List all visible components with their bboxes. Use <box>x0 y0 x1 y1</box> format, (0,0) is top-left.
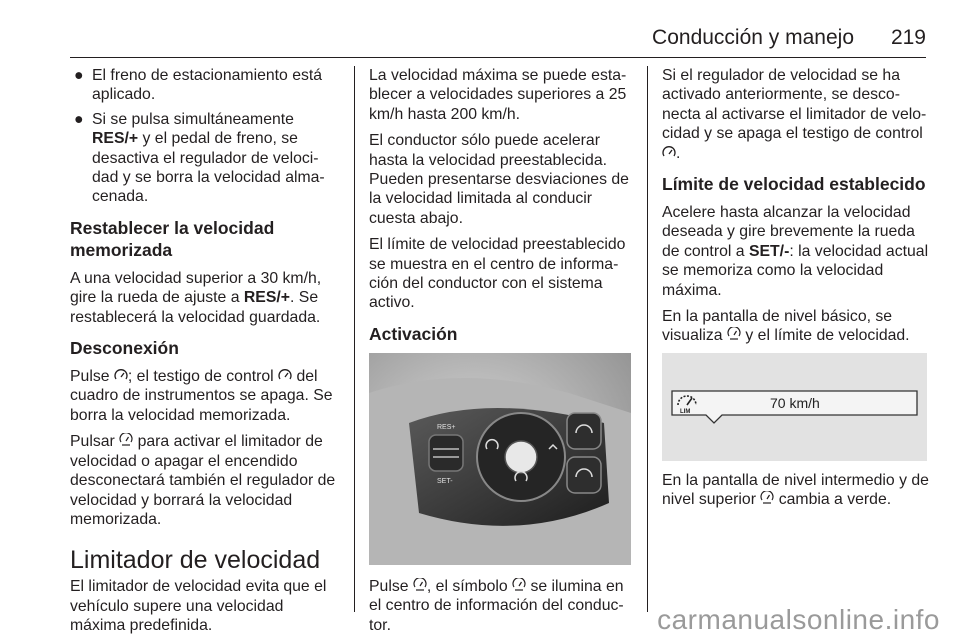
speed-limiter-icon <box>119 432 133 451</box>
bold-term: SET/- <box>748 242 790 260</box>
paragraph <box>662 307 930 346</box>
text: Acelere hasta alcanzar la velocidad deseada y gire brevemente la rueda de control a <box>662 204 915 260</box>
text: Pulse <box>369 577 409 595</box>
paragraph: El conductor sólo puede acelerar hasta la velocidad preestablecida. Pueden presentarse desviaciones de la velocidad limitada al conducir cuesta abajo. <box>369 132 629 227</box>
heading-restore-speed: Restablecer la velocidad memorizada <box>70 217 275 260</box>
text: . Se restablecerá la velocidad guardada. <box>70 289 321 326</box>
bullet-item <box>70 66 342 105</box>
text: Si el regulador de velocidad se ha activado anteriormente, se desco-necta al activarse el limitador de velo-cidad y se apaga el testigo de control <box>662 67 927 143</box>
res-label: RES+ <box>437 423 456 431</box>
instrument-display-image <box>662 353 927 461</box>
paragraph <box>70 269 342 327</box>
cruise-control-icon <box>114 367 128 386</box>
text: Pulsar <box>70 433 115 451</box>
bullet-dot: ● <box>74 67 84 84</box>
text: para activar el limitador de velocidad o apagar el encendido desconectará también el regulador de velocidad y borrará la velocidad memorizada. <box>70 433 336 528</box>
text: , el símbolo <box>426 577 508 595</box>
speed-limiter-icon <box>413 577 427 596</box>
text: . <box>676 144 681 162</box>
page-number: 219 <box>890 26 926 49</box>
paragraph <box>369 577 634 635</box>
bold-term: RES/+ <box>243 289 290 307</box>
column-3 <box>662 66 930 517</box>
display-speed-value: 70 km/h <box>770 394 820 411</box>
speed-limiter-icon <box>760 490 774 509</box>
header-rule <box>70 57 926 58</box>
text: cambia a verde. <box>778 491 892 509</box>
heading-limit-set: Límite de velocidad establecido <box>662 174 926 195</box>
text: se ilumina en el centro de información del conduc-tor. <box>369 577 624 634</box>
lim-label: LIM <box>680 408 691 415</box>
set-label: SET- <box>437 477 453 485</box>
paragraph <box>662 203 930 300</box>
paragraph: El limitador de velocidad evita que el vehículo supere una velocidad máxima predefinida. <box>70 578 327 635</box>
cruise-control-icon <box>278 367 292 386</box>
bullet-dot: ● <box>74 110 84 128</box>
paragraph: La velocidad máxima se puede esta-blecer a velocidades superiores a 25 km/h hasta 200 km/h. <box>369 67 627 123</box>
bold-term: RES/+ <box>92 130 139 148</box>
heading-speed-limiter: Limitador de velocidad <box>70 546 321 575</box>
heading-deactivation: Desconexión <box>70 338 179 359</box>
paragraph <box>662 471 930 510</box>
watermark-link[interactable]: carmanualsonline.info <box>657 604 940 635</box>
column-divider-2 <box>647 66 648 612</box>
paragraph <box>662 66 930 163</box>
bullet-text: y el pedal de freno, se desactiva el regulador de veloci-dad y se borra la velocidad alma-cenada. <box>92 130 325 206</box>
text: En la pantalla de nivel intermedio y de nivel superior <box>662 471 929 509</box>
text: Pulse <box>70 368 110 386</box>
text: del cuadro de instrumentos se apaga. Se borra la velocidad memorizada. <box>70 368 333 424</box>
paragraph <box>70 367 342 425</box>
text: : la velocidad actual se memoriza como la velocidad máxima. <box>662 242 929 299</box>
bullet-text: El freno de estacionamiento está aplicado. <box>92 67 323 104</box>
paragraph: El límite de velocidad preestablecido se muestra en el centro de informa-ción del conductor con el sistema activo. <box>369 236 626 312</box>
cruise-control-icon <box>662 144 676 163</box>
column-divider-1 <box>354 66 355 612</box>
heading-activation: Activación <box>369 323 458 344</box>
chapter-title: Conducción y manejo <box>652 26 854 49</box>
column-2 <box>369 66 634 642</box>
speed-limiter-icon <box>727 326 741 345</box>
steering-wheel-controls-photo <box>369 353 631 565</box>
paragraph <box>70 432 342 529</box>
speed-limiter-icon <box>512 577 526 596</box>
column-1 <box>70 66 342 643</box>
bullet-text: Si se pulsa simultáneamente <box>92 110 294 128</box>
text: y el límite de velocidad. <box>745 327 910 345</box>
page-header <box>0 26 960 54</box>
text: ; el testigo de control <box>127 368 274 386</box>
text: A una velocidad superior a 30 km/h, gire la rueda de ajuste a <box>70 269 322 307</box>
bullet-item <box>70 110 342 207</box>
text: En la pantalla de nivel básico, se visualiza <box>662 308 893 345</box>
